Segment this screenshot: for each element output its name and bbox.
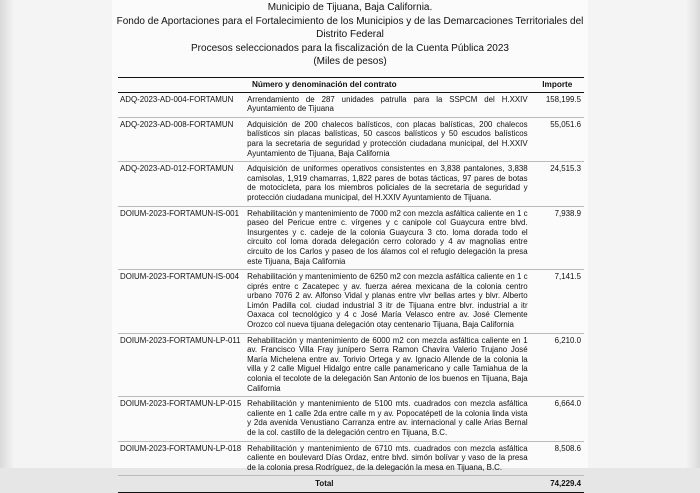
table-header-row — [118, 78, 584, 93]
contract-description: Rehabilitación y mantenimiento de 6710 mts. cuadrados con mezcla asfáltica caliente en boulevard Días Ordaz, entre blvd. simón bolívar y vaso de la presa de la colonia presa Rodríguez, de la delegación la mesa en Tijuana, B.C. — [244, 441, 530, 476]
contract-amount: 7,938.9 — [531, 206, 584, 270]
table-row — [118, 270, 584, 334]
document-sheet — [112, 0, 588, 489]
contract-code: ADQ-2023-AD-012-FORTAMUN — [118, 162, 244, 206]
contract-description: Adquisición de 200 chalecos balísticos, con placas balísticas, 200 chalecos balísticos sin placas balísticas, 50 cascos balísticos y 50 escudos balísticos para la secretaria de seguridad y protección ciudadana municipal, del H.XXIV Ayuntamiento de Tijuana, Baja California — [244, 117, 530, 161]
contract-description: Rehabilitación y mantenimiento de 5100 mts. cuadrados con mezcla asfáltica caliente en 1 calle 2da entre calle m y av. Popocatépetl de la colonia linda vista y 2da avenida Venustiano Carranza entre av. internacional y calle Arias Bernal de la col. castillo de la delegación centro en Tijuana, B.C. — [244, 397, 530, 441]
table-row — [118, 397, 584, 441]
contracts-table — [118, 77, 584, 493]
contract-code: DOIUM-2023-FORTAMUN-LP-018 — [118, 441, 244, 476]
total-label: Total — [118, 476, 531, 493]
table-row — [118, 206, 584, 270]
header-fund-name: Fondo de Aportaciones para el Fortalecimiento de los Municipios y de las Demarcaciones Territoriales del — [116, 15, 584, 27]
header-fund-name-cont: Distrito Federal — [316, 29, 384, 40]
table-row — [118, 162, 584, 206]
table-row — [118, 333, 584, 397]
contract-code: DOIUM-2023-FORTAMUN-IS-001 — [118, 206, 244, 270]
column-header-contract: Número y denominación del contrato — [118, 78, 531, 93]
header-municipality: Municipio de Tijuana, Baja California. — [267, 2, 433, 13]
contract-code: ADQ-2023-AD-004-FORTAMUN — [118, 92, 244, 117]
table-row — [118, 441, 584, 476]
contract-description: Arrendamiento de 287 unidades patrulla para la SSPCM del H.XXIV Ayuntamiento de Tijuana — [244, 92, 530, 117]
header-units: (Miles de pesos) — [313, 56, 387, 67]
contract-description: Rehabilitación y mantenimiento de 7000 m2 con mezcla asfáltica caliente en 1 c paseo del Pericue entre c. vírgenes y c canipole col Guaycura entre blvd. Insurgentes y c. cadeje de la colonia Guaycura 3 cto. loma dorada todo el circuito col loma dorada delegación cerro colorado y 4 av magnolias entre circuito de los Carlos y paseo de los álamos col el refugio delegación la presa este Tijuana, Baja California — [244, 206, 530, 270]
contract-amount: 8,508.6 — [531, 441, 584, 476]
contract-description: Adquisición de uniformes operativos consistentes en 3,838 pantalones, 3,838 camisolas, 1,919 chamarras, 1,822 pares de botas tácticas, 97 pares de botas de motocicleta, para los miembros policiales de la secretaria de seguridad y protección ciudadana municipal, del H.XXIV Ayuntamiento de Tijuana. — [244, 162, 530, 206]
contract-amount: 55,051.6 — [531, 117, 584, 161]
contract-code: DOIUM-2023-FORTAMUN-LP-015 — [118, 397, 244, 441]
contract-code: DOIUM-2023-FORTAMUN-IS-004 — [118, 270, 244, 334]
contract-code: ADQ-2023-AD-008-FORTAMUN — [118, 117, 244, 161]
contract-amount: 6,210.0 — [531, 333, 584, 397]
header-processes: Procesos seleccionados para la fiscalización de la Cuenta Pública 2023 — [191, 42, 509, 54]
contract-code: DOIUM-2023-FORTAMUN-LP-011 — [118, 333, 244, 397]
contract-amount: 6,664.0 — [531, 397, 584, 441]
column-header-amount: Importe — [531, 78, 584, 93]
document-header — [112, 1, 588, 69]
contract-amount: 158,199.5 — [531, 92, 584, 117]
contract-description: Rehabilitación y mantenimiento de 6000 m2 con mezcla asfáltica caliente en 1 av. Francisco Villa Fray junípero Serra Ramon Chavira Valerio Trujano José María Michelena entre av. Torivio Ortega y av. Ignacio Allende de la colonia la villa y 2 calle Miguel Hidalgo entre calle panamericano y calle Tamiahua de la colonia el tecolote de la delegación San Antonio de los buenos en Tijuana, Baja California — [244, 333, 530, 397]
total-row — [118, 476, 584, 493]
total-amount: 74,229.4 — [531, 476, 584, 493]
contract-description: Rehabilitación y mantenimiento de 6250 m2 con mezcla asfáltica caliente en 1 c ciprés entre c Zacatepec y av. fuerza aérea mexicana de la colonia centro urbano 7076 2 av. Alfonso Vidal y planas entre vlvr bellas artes y blvr. Alberto Limón Padilla col. ciudad industrial 3 itr de Tijuana entre blvr. industrial a itr Oaxaca col tecnológico y 4 c José María Velasco entre av. José Clemente Orozco col nueva tijuana delegación otay centenario Tijuana, Baja California — [244, 270, 530, 334]
table-row — [118, 92, 584, 117]
contract-amount: 24,515.3 — [531, 162, 584, 206]
table-row — [118, 117, 584, 161]
contract-amount: 7,141.5 — [531, 270, 584, 334]
